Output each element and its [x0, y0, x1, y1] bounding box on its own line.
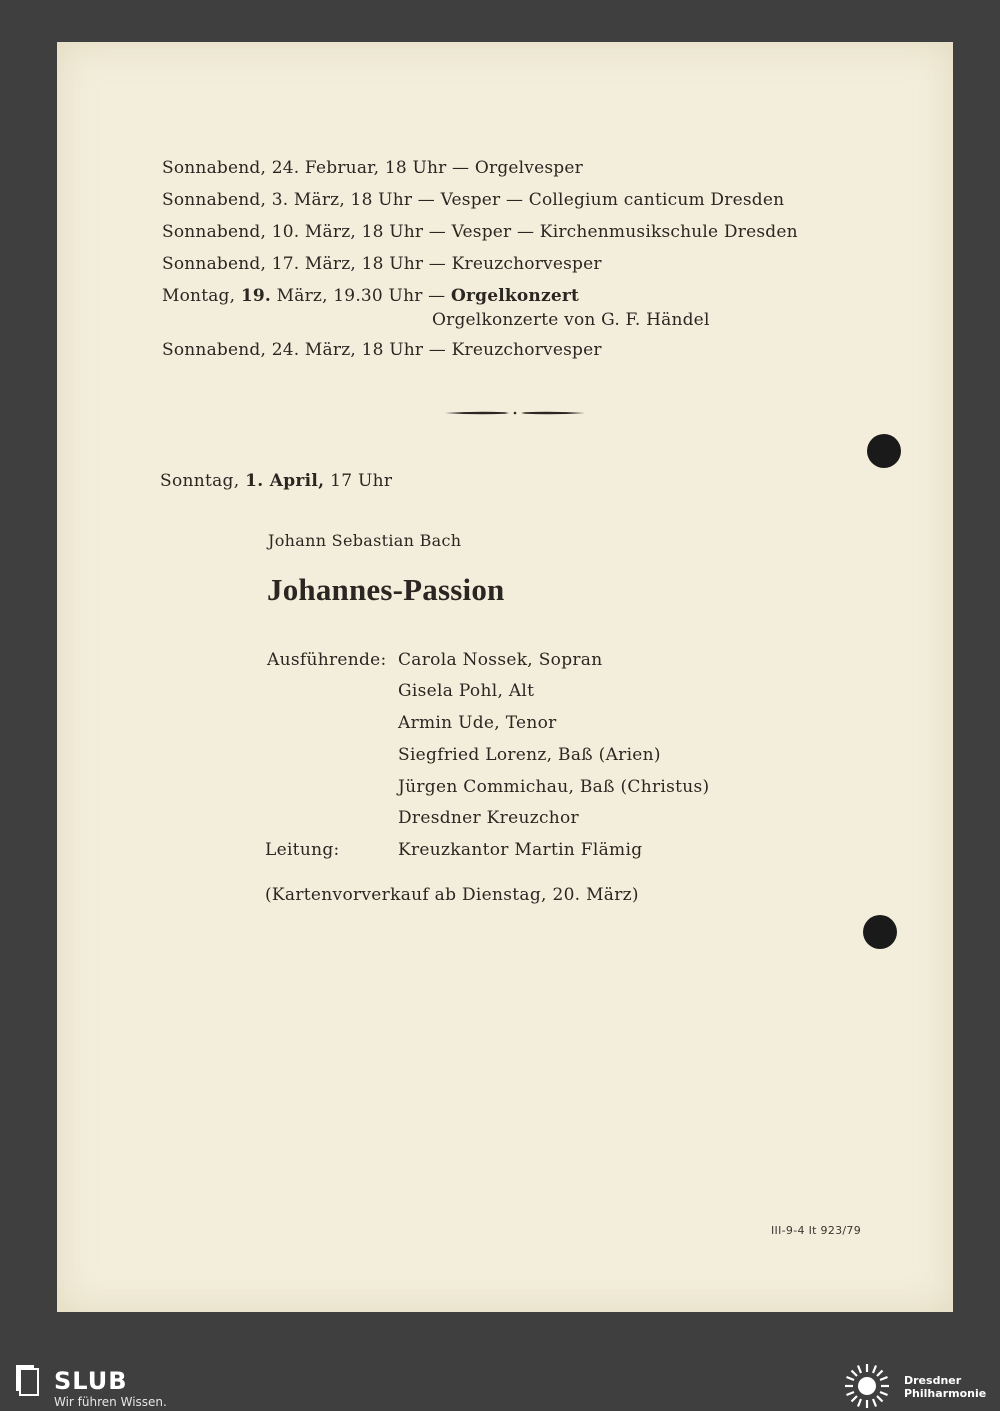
composer: Johann Sebastian Bach: [268, 531, 462, 550]
library-tagline: Wir führen Wissen.: [54, 1395, 167, 1409]
partner-name-line2: Philharmonie: [904, 1387, 987, 1400]
schedule-line: Sonnabend, 17. März, 18 Uhr — Kreuzchorvesper: [162, 254, 602, 274]
concert-date-prefix: Sonntag,: [160, 471, 246, 491]
print-code: III-9-4 It 923/79: [771, 1224, 862, 1237]
performer: Dresdner Kreuzchor: [398, 808, 579, 828]
program-page: [57, 42, 953, 1312]
schedule-line-organ-concert: [162, 286, 579, 306]
library-name[interactable]: SLUB: [54, 1367, 128, 1395]
partner-name-line1: Dresdner: [904, 1374, 962, 1387]
schedule-day-number: 19.: [240, 286, 272, 306]
concert-date: [160, 471, 392, 491]
ornament-divider: [445, 408, 585, 418]
performers-label: Ausführende:: [267, 650, 387, 670]
schedule-event-title: Orgelkonzert: [450, 286, 580, 306]
schedule-line-sub: Orgelkonzerte von G. F. Händel: [432, 310, 710, 330]
schedule-line: Sonnabend, 24. März, 18 Uhr — Kreuzchorvesper: [162, 340, 602, 360]
performer: Armin Ude, Tenor: [398, 713, 557, 733]
schedule-line: Sonnabend, 10. März, 18 Uhr — Vesper — Kirchenmusikschule Dresden: [162, 222, 798, 242]
concert-date-bold: 1. April,: [245, 471, 325, 491]
conductor-label: Leitung:: [265, 840, 340, 860]
performer: Gisela Pohl, Alt: [398, 681, 535, 701]
schedule-line: Sonnabend, 24. Februar, 18 Uhr — Orgelvesper: [162, 158, 583, 178]
slub-logo-icon[interactable]: [12, 1363, 42, 1403]
schedule-day-prefix: Montag,: [162, 286, 241, 306]
schedule-time: März, 19.30 Uhr —: [271, 286, 451, 306]
work-title: Johannes-Passion: [267, 572, 505, 607]
viewer-footer: [0, 1357, 1000, 1411]
performer: Jürgen Commichau, Baß (Christus): [398, 777, 710, 797]
conductor: Kreuzkantor Martin Flämig: [398, 840, 643, 860]
presale-note: (Kartenvorverkauf ab Dienstag, 20. März): [265, 885, 639, 905]
performer: Siegfried Lorenz, Baß (Arien): [398, 745, 661, 765]
schedule-line: Sonnabend, 3. März, 18 Uhr — Vesper — Collegium canticum Dresden: [162, 190, 785, 210]
punch-hole: [863, 915, 897, 949]
partner-name[interactable]: [904, 1374, 986, 1400]
performer: Carola Nossek, Sopran: [398, 650, 603, 670]
concert-time: 17 Uhr: [324, 471, 393, 491]
punch-hole: [867, 434, 901, 468]
philharmonie-logo-icon[interactable]: [842, 1361, 892, 1411]
